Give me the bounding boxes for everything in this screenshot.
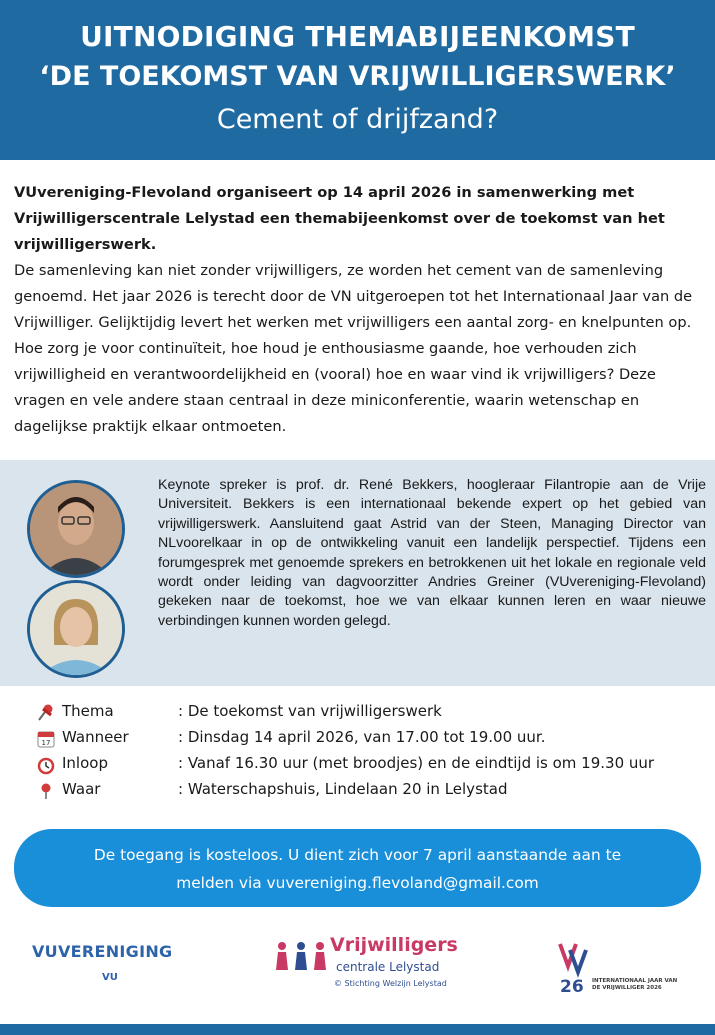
intro-body: De samenleving kan niet zonder vrijwilligers, ze worden het cement van de samenleving genoemd. Het jaar 2026 is terecht door de VN uitgeroepen tot het Internationaal Jaar van de Vrijwilliger. Gelijktijdig levert het werken met vrijwilligers een aantal zorg- en knelpunten op. Hoe zorg je voor continuïteit, hoe houd je enthousiasme gaande, hoe verhouden zich vrijwilligheid en verantwoordelijkheid en (vooral) hoe en waar vind ik vrijwilligers? Deze vragen en vele andere staan centraal in deze miniconferentie, waarin wetenschap en dagelijkse praktijk elkaar ontmoeten.: [14, 262, 693, 435]
detail-label: Wanneer: [62, 728, 129, 746]
calendar-day: 17: [41, 739, 51, 747]
iyv-number: 26: [560, 977, 584, 996]
title-line-1: UITNODIGING THEMABIJEENKOMST: [80, 20, 635, 53]
pushpin-icon: [36, 703, 56, 723]
detail-label: Waar: [62, 780, 101, 798]
international-year-logo: [556, 940, 676, 1000]
intro-lead: VUvereniging-Flevoland organiseert op 14 april 2026 in samenwerking met Vrijwilligerscentrale Lelystad een themabijeenkomst over de toekomst van het vrijwilligerswerk.: [14, 184, 665, 253]
notice-line-2[interactable]: melden via vuvereniging.flevoland@gmail.com: [176, 874, 539, 892]
detail-row-thema: [36, 702, 706, 728]
vrijwilligerscentrale-logo: [274, 934, 474, 994]
detail-row-inloop: [36, 754, 706, 780]
vw-logo-sub: centrale Lelystad: [336, 960, 440, 974]
keynote-text: Keynote spreker is prof. dr. René Bekkers, hoogleraar Filantropie aan de Vrije Universiteit. Bekkers is een internationaal bekende expert op het gebied van vrijwilligerswerk. Aansluitend gaat Astrid van der Steen, Managing Director van NLvoorelkaar in op de ontwikkeling vanuit een landelijk perspectief. Tijdens een forumgesprek met genoemde sprekers en betrokkenen uit het lokale en regionale veld wordt onder leiding van dagvoorzitter Andries Greiner (VUvereniging-Flevoland) gekeken naar de toekomst, hoe we van elkaar kunnen leren en waar nieuwe verbindingen kunnen worden gelegd.: [158, 477, 706, 629]
detail-value: : Waterschapshuis, Lindelaan 20 in Lelystad: [178, 780, 508, 798]
detail-value: : De toekomst van vrijwilligerswerk: [178, 702, 442, 720]
vw-logo-name: Vrijwilligers: [330, 934, 458, 956]
intro-section: [14, 180, 702, 440]
calendar-icon: [36, 729, 56, 749]
iyv-tagline: INTERNATIONAAL JAAR VAN DE VRIJWILLIGER 2026: [592, 978, 678, 991]
title-line-2: ‘DE TOEKOMST VAN VRIJWILLIGERSWERK’: [39, 61, 676, 92]
avatar-speaker-1: [27, 480, 125, 578]
iyv-mark-icon: [556, 940, 592, 996]
detail-label: Inloop: [62, 754, 108, 772]
avatar-speaker-2: [27, 580, 125, 678]
detail-row-wanneer: [36, 728, 706, 754]
vu-logo-sub: VU: [102, 972, 118, 983]
detail-value: : Vanaf 16.30 uur (met broodjes) en de eindtijd is om 19.30 uur: [178, 754, 655, 772]
vuvereniging-logo: [32, 942, 173, 983]
detail-label: Thema: [62, 702, 114, 720]
notice-line-1: De toegang is kosteloos. U dient zich voor 7 april aanstaande aan te: [93, 846, 622, 864]
subtitle: Cement of drijfzand?: [216, 104, 499, 135]
vw-logo-foundation: © Stichting Welzijn Lelystad: [334, 979, 447, 988]
detail-row-waar: [36, 780, 706, 806]
footer-bar: [0, 1024, 715, 1035]
people-icon: [274, 938, 328, 974]
location-pin-icon: [36, 781, 56, 801]
vu-logo-name: VUVERENIGING: [32, 942, 173, 961]
detail-value: : Dinsdag 14 april 2026, van 17.00 tot 19.00 uur.: [178, 728, 546, 746]
registration-notice: [14, 829, 701, 907]
alarm-clock-icon: [36, 755, 56, 775]
header-banner: [0, 0, 715, 160]
